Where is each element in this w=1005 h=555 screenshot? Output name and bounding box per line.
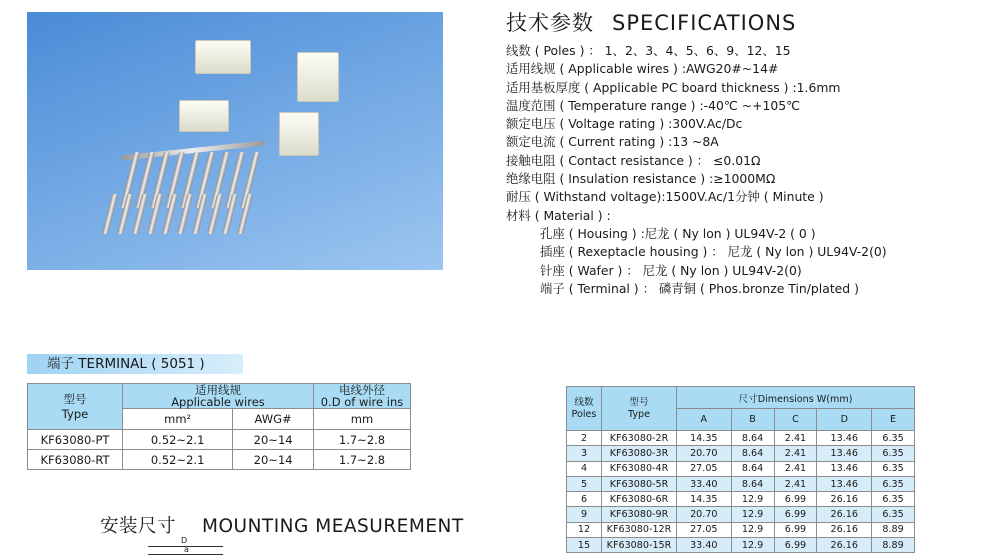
specifications-title <box>506 7 796 37</box>
dimensions-table <box>566 386 915 553</box>
spec-row: 额定电压 ( Voltage rating ) :300V.Ac/Dc <box>506 116 743 132</box>
dims-header-type <box>602 387 677 431</box>
dims-poles-cell: 6 <box>567 492 602 507</box>
spec-row: 材料 ( Material ) : <box>506 207 611 223</box>
terminal-header-od-en: 0.D of wire ins <box>320 395 404 409</box>
terminal-type-cell: KF63080-PT <box>28 430 123 450</box>
table-row <box>567 492 915 507</box>
dims-e-cell: 6.35 <box>872 492 915 507</box>
dims-header-d: D <box>817 409 872 431</box>
dims-b-cell: 8.64 <box>731 431 774 446</box>
dims-b-cell: 12.9 <box>731 492 774 507</box>
dims-type-cell: KF63080-4R <box>602 461 677 476</box>
connector-housing-image <box>279 112 319 156</box>
dims-type-cell: KF63080-3R <box>602 446 677 461</box>
dims-poles-cell: 9 <box>567 507 602 522</box>
table-row <box>567 476 915 491</box>
dims-e-cell: 8.89 <box>872 522 915 537</box>
dims-type-cell: KF63080-12R <box>602 522 677 537</box>
spec-row: 绝缘电阻 ( Insulation resistance ) :≥1000MΩ <box>506 171 776 187</box>
terminal-section-label: 端子 TERMINAL ( 5051 ) <box>27 354 243 374</box>
specifications-list <box>506 42 986 298</box>
terminal-od-cell: 1.7~2.8 <box>314 450 411 470</box>
dims-header-type-cn: 型号 <box>629 396 649 408</box>
dims-type-cell: KF63080-2R <box>602 431 677 446</box>
dims-d-cell: 26.16 <box>817 507 872 522</box>
material-row: 针座 ( Wafer ) ： 尼龙 ( Ny lon ) UL94V-2(0) <box>540 262 802 278</box>
dims-b-cell: 12.9 <box>731 507 774 522</box>
table-row <box>567 431 915 446</box>
table-row <box>567 446 915 461</box>
dims-c-cell: 2.41 <box>774 446 817 461</box>
dims-c-cell: 6.99 <box>774 522 817 537</box>
dims-header-type-en: Type <box>627 408 651 420</box>
dims-a-cell: 33.40 <box>677 476 732 491</box>
terminal-header-mm: mm <box>314 409 411 430</box>
dims-poles-cell: 3 <box>567 446 602 461</box>
dims-e-cell: 8.89 <box>872 538 915 553</box>
dims-e-cell: 6.35 <box>872 476 915 491</box>
table-row <box>567 538 915 553</box>
connector-receptacle-image <box>297 52 339 102</box>
terminal-pins-lower-image <box>107 194 248 234</box>
dims-a-cell: 14.35 <box>677 431 732 446</box>
dims-c-cell: 6.99 <box>774 492 817 507</box>
dims-a-cell: 20.70 <box>677 446 732 461</box>
dims-d-cell: 26.16 <box>817 538 872 553</box>
connector-header-image <box>179 100 229 132</box>
terminal-mm2-cell: 0.52~2.1 <box>123 430 233 450</box>
mounting-title-en: MOUNTING MEASUREMENT <box>202 516 464 537</box>
specifications-title-cn: 技术参数 <box>506 11 594 35</box>
dims-a-cell: 14.35 <box>677 492 732 507</box>
terminal-header-mm2: mm² <box>123 409 233 430</box>
spec-row: 耐压 ( Withstand voltage):1500V.Ac/1分钟 ( Minute ) <box>506 189 824 205</box>
dims-type-cell: KF63080-15R <box>602 538 677 553</box>
dims-e-cell: 6.35 <box>872 461 915 476</box>
terminal-header-type <box>28 384 123 430</box>
dims-d-cell: 13.46 <box>817 476 872 491</box>
terminal-header-od-cn: 电线外径 <box>339 383 385 397</box>
dims-a-cell: 33.40 <box>677 538 732 553</box>
dims-header-e: E <box>872 409 915 431</box>
dims-b-cell: 12.9 <box>731 538 774 553</box>
dims-c-cell: 2.41 <box>774 461 817 476</box>
terminal-header-od <box>314 384 411 409</box>
dims-c-cell: 6.99 <box>774 538 817 553</box>
spec-row: 接触电阻 ( Contact resistance ) ： ≤0.01Ω <box>506 152 761 168</box>
dims-type-cell: KF63080-9R <box>602 507 677 522</box>
table-row <box>28 450 411 470</box>
dims-b-cell: 12.9 <box>731 522 774 537</box>
dims-header-poles-en: Poles <box>571 408 597 420</box>
dims-poles-cell: 4 <box>567 461 602 476</box>
terminal-od-cell: 1.7~2.8 <box>314 430 411 450</box>
terminal-mm2-cell: 0.52~2.1 <box>123 450 233 470</box>
specifications-title-en: SPECIFICATIONS <box>612 11 797 35</box>
material-row: 孔座 ( Housing ) :尼龙 ( Ny lon ) UL94V-2 ( 0 ) <box>540 225 816 241</box>
table-row <box>567 507 915 522</box>
dims-c-cell: 2.41 <box>774 431 817 446</box>
dims-d-cell: 13.46 <box>817 431 872 446</box>
dims-e-cell: 6.35 <box>872 446 915 461</box>
material-row: 插座 ( Rexeptacle housing ) ： 尼龙 ( Ny lon ) UL94V-2(0) <box>540 244 887 260</box>
dims-header-poles <box>567 387 602 431</box>
dims-b-cell: 8.64 <box>731 476 774 491</box>
dims-header-poles-cn: 线数 <box>574 396 594 408</box>
dims-header-a: A <box>677 409 732 431</box>
dims-e-cell: 6.35 <box>872 431 915 446</box>
dims-poles-cell: 5 <box>567 476 602 491</box>
dimension-label-a: a <box>184 545 189 554</box>
terminal-type-cell: KF63080-RT <box>28 450 123 470</box>
dims-e-cell: 6.35 <box>872 507 915 522</box>
dims-poles-cell: 12 <box>567 522 602 537</box>
mounting-title-cn: 安装尺寸 <box>100 516 177 537</box>
connector-plug-image <box>195 40 251 74</box>
product-photo <box>27 12 443 270</box>
spec-row: 额定电流 ( Current rating ) :13 ~8A <box>506 134 719 150</box>
material-row: 端子 ( Terminal ) ： 磷青铜 ( Phos.bronze Tin/plated ) <box>540 280 859 296</box>
spec-row: 适用基板厚度 ( Applicable PC board thickness ) :1.6mm <box>506 79 841 95</box>
spec-row: 线数 ( Poles ) ： 1、2、3、4、5、6、9、12、15 <box>506 43 791 58</box>
terminal-awg-cell: 20~14 <box>233 450 314 470</box>
dims-d-cell: 13.46 <box>817 461 872 476</box>
dims-c-cell: 2.41 <box>774 476 817 491</box>
terminal-header-wires-cn: 适用线规 <box>195 383 241 397</box>
table-row <box>567 522 915 537</box>
dims-poles-cell: 15 <box>567 538 602 553</box>
dims-poles-cell: 2 <box>567 431 602 446</box>
mounting-title <box>100 512 464 538</box>
spec-row: 温度范围 ( Temperature range ) :-40℃ ~+105℃ <box>506 97 801 113</box>
dims-a-cell: 20.70 <box>677 507 732 522</box>
dims-type-cell: KF63080-6R <box>602 492 677 507</box>
terminal-awg-cell: 20~14 <box>233 430 314 450</box>
dims-a-cell: 27.05 <box>677 522 732 537</box>
terminal-header-awg: AWG# <box>233 409 314 430</box>
terminal-header-wires <box>123 384 314 409</box>
dimension-label-d: D <box>181 536 188 545</box>
dims-type-cell: KF63080-5R <box>602 476 677 491</box>
dims-b-cell: 8.64 <box>731 461 774 476</box>
dims-d-cell: 26.16 <box>817 522 872 537</box>
dims-a-cell: 27.05 <box>677 461 732 476</box>
terminal-header-type-cn: 型号 <box>63 391 87 406</box>
table-row <box>28 430 411 450</box>
spec-row: 适用线规 ( Applicable wires ) :AWG20#~14# <box>506 61 779 77</box>
dims-d-cell: 13.46 <box>817 446 872 461</box>
dims-b-cell: 8.64 <box>731 446 774 461</box>
dims-d-cell: 26.16 <box>817 492 872 507</box>
mounting-dimension-diagram <box>148 536 223 555</box>
dims-header-c: C <box>774 409 817 431</box>
terminal-table <box>27 383 411 470</box>
terminal-header-type-en: Type <box>61 406 89 421</box>
dims-c-cell: 6.99 <box>774 507 817 522</box>
table-row <box>567 461 915 476</box>
dims-header-dimensions: 尺寸Dimensions W(mm) <box>677 387 915 409</box>
dims-header-b: B <box>731 409 774 431</box>
terminal-header-wires-en: Applicable wires <box>171 395 265 409</box>
